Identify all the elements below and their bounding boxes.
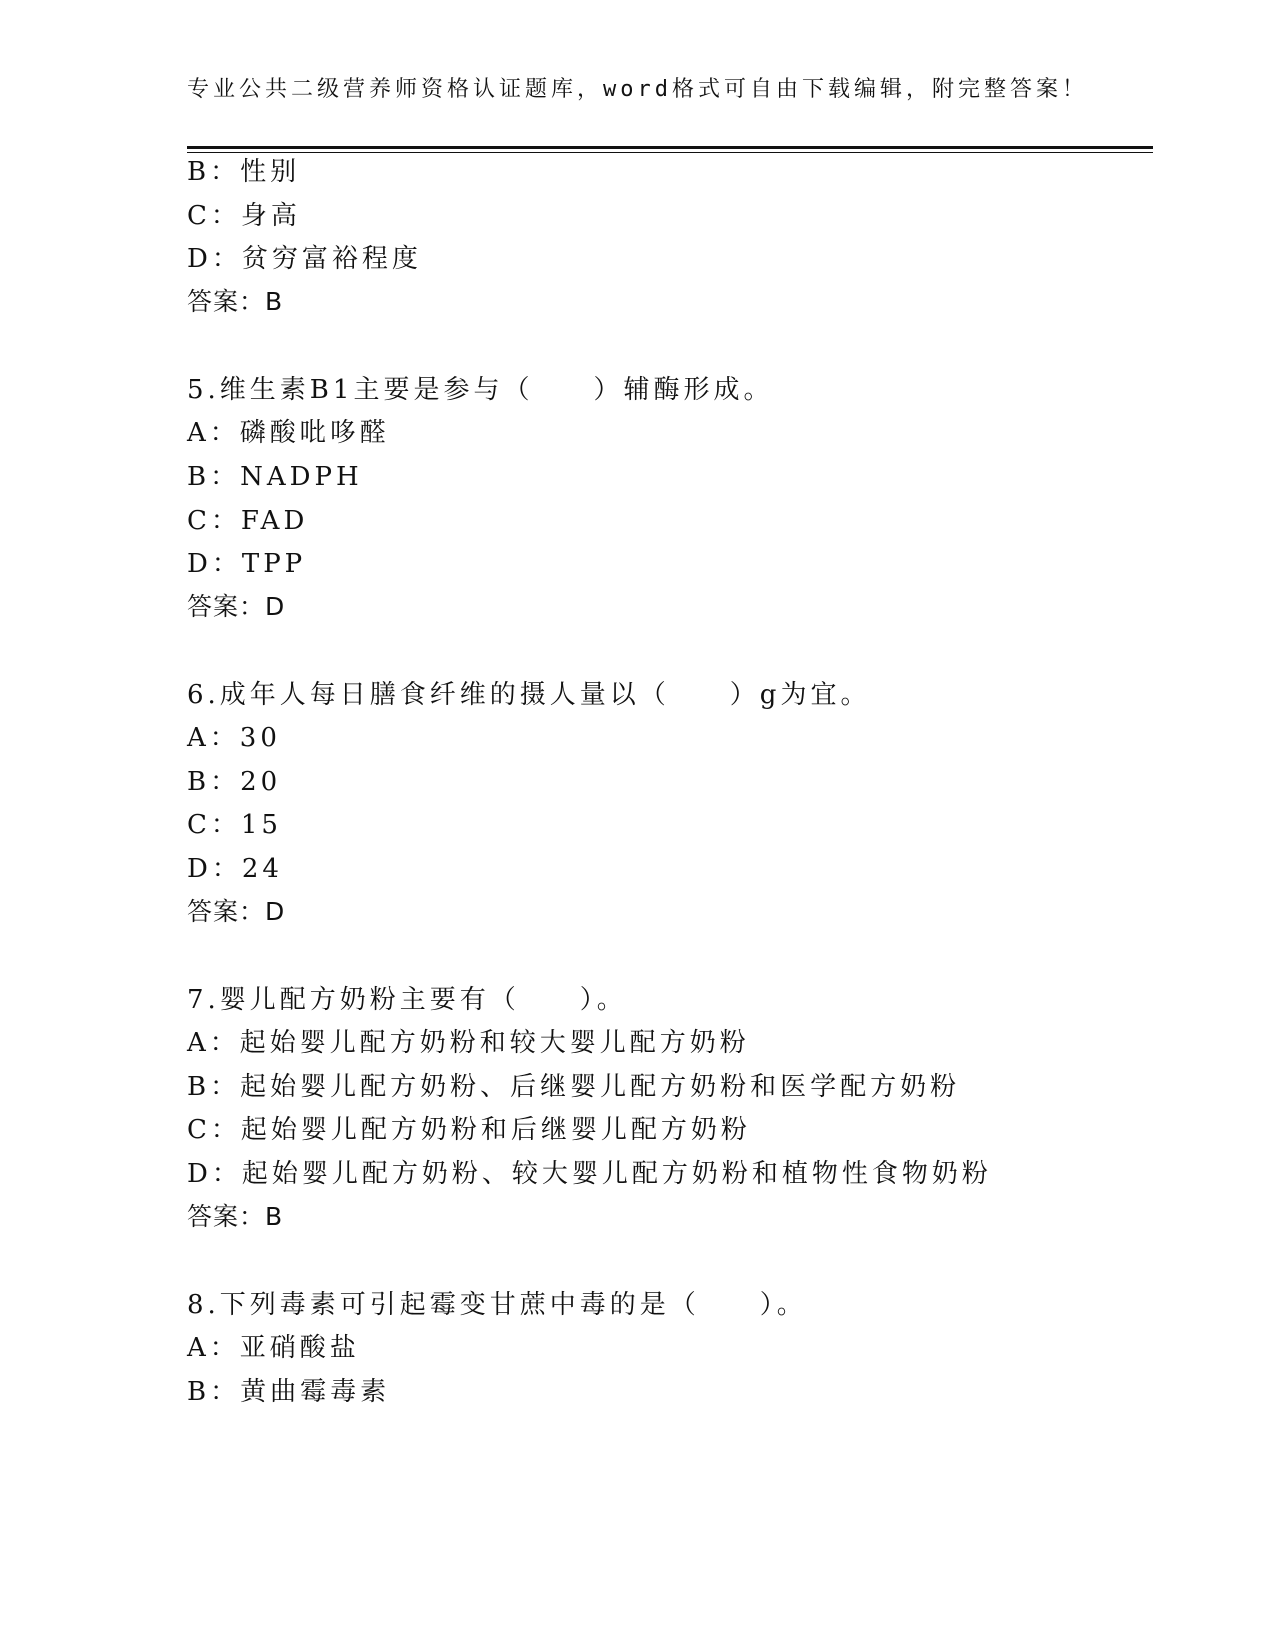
q7-option-b: B：起始婴儿配方奶粉、后继婴儿配方奶粉和医学配方奶粉 <box>187 1072 961 1102</box>
q8-option-a: A：亚硝酸盐 <box>187 1333 360 1363</box>
page-header: 专业公共二级营养师资格认证题库，word格式可自由下载编辑，附完整答案！ <box>187 77 1088 102</box>
q5-answer: 答案：D <box>187 592 286 621</box>
q5-option-a: A：磷酸吡哆醛 <box>187 418 390 448</box>
q4-answer: 答案：B <box>187 287 284 316</box>
q6-option-b: B：20 <box>187 767 282 797</box>
q7-question: 7.婴儿配方奶粉主要有（ ）。 <box>187 985 627 1015</box>
q4-option-d: D：贫穷富裕程度 <box>187 244 422 274</box>
header-rule-thick <box>187 146 1153 149</box>
q6-answer: 答案：D <box>187 897 286 926</box>
q5-question: 5.维生素B1主要是参与（ ）辅酶形成。 <box>187 375 774 405</box>
q7-answer: 答案：B <box>187 1202 284 1231</box>
q5-option-c: C：FAD <box>187 506 309 536</box>
q7-option-d: D：起始婴儿配方奶粉、较大婴儿配方奶粉和植物性食物奶粉 <box>187 1159 992 1189</box>
q4-option-c: C：身高 <box>187 201 301 231</box>
q8-option-b: B：黄曲霉毒素 <box>187 1377 391 1407</box>
q6-option-d: D：24 <box>187 854 283 884</box>
q6-question: 6.成年人每日膳食纤维的摄人量以（ ）g为宜。 <box>187 680 871 710</box>
q6-option-a: A：30 <box>187 723 281 753</box>
q7-option-c: C：起始婴儿配方奶粉和后继婴儿配方奶粉 <box>187 1115 751 1145</box>
q7-option-a: A：起始婴儿配方奶粉和较大婴儿配方奶粉 <box>187 1028 750 1058</box>
header-rule-thin <box>187 152 1153 153</box>
q4-option-b: B：性别 <box>187 157 301 187</box>
q5-option-d: D：TPP <box>187 549 307 579</box>
q6-option-c: C：15 <box>187 810 282 840</box>
q5-option-b: B：NADPH <box>187 462 363 492</box>
q8-question: 8.下列毒素可引起霉变甘蔗中毒的是（ ）。 <box>187 1290 807 1320</box>
